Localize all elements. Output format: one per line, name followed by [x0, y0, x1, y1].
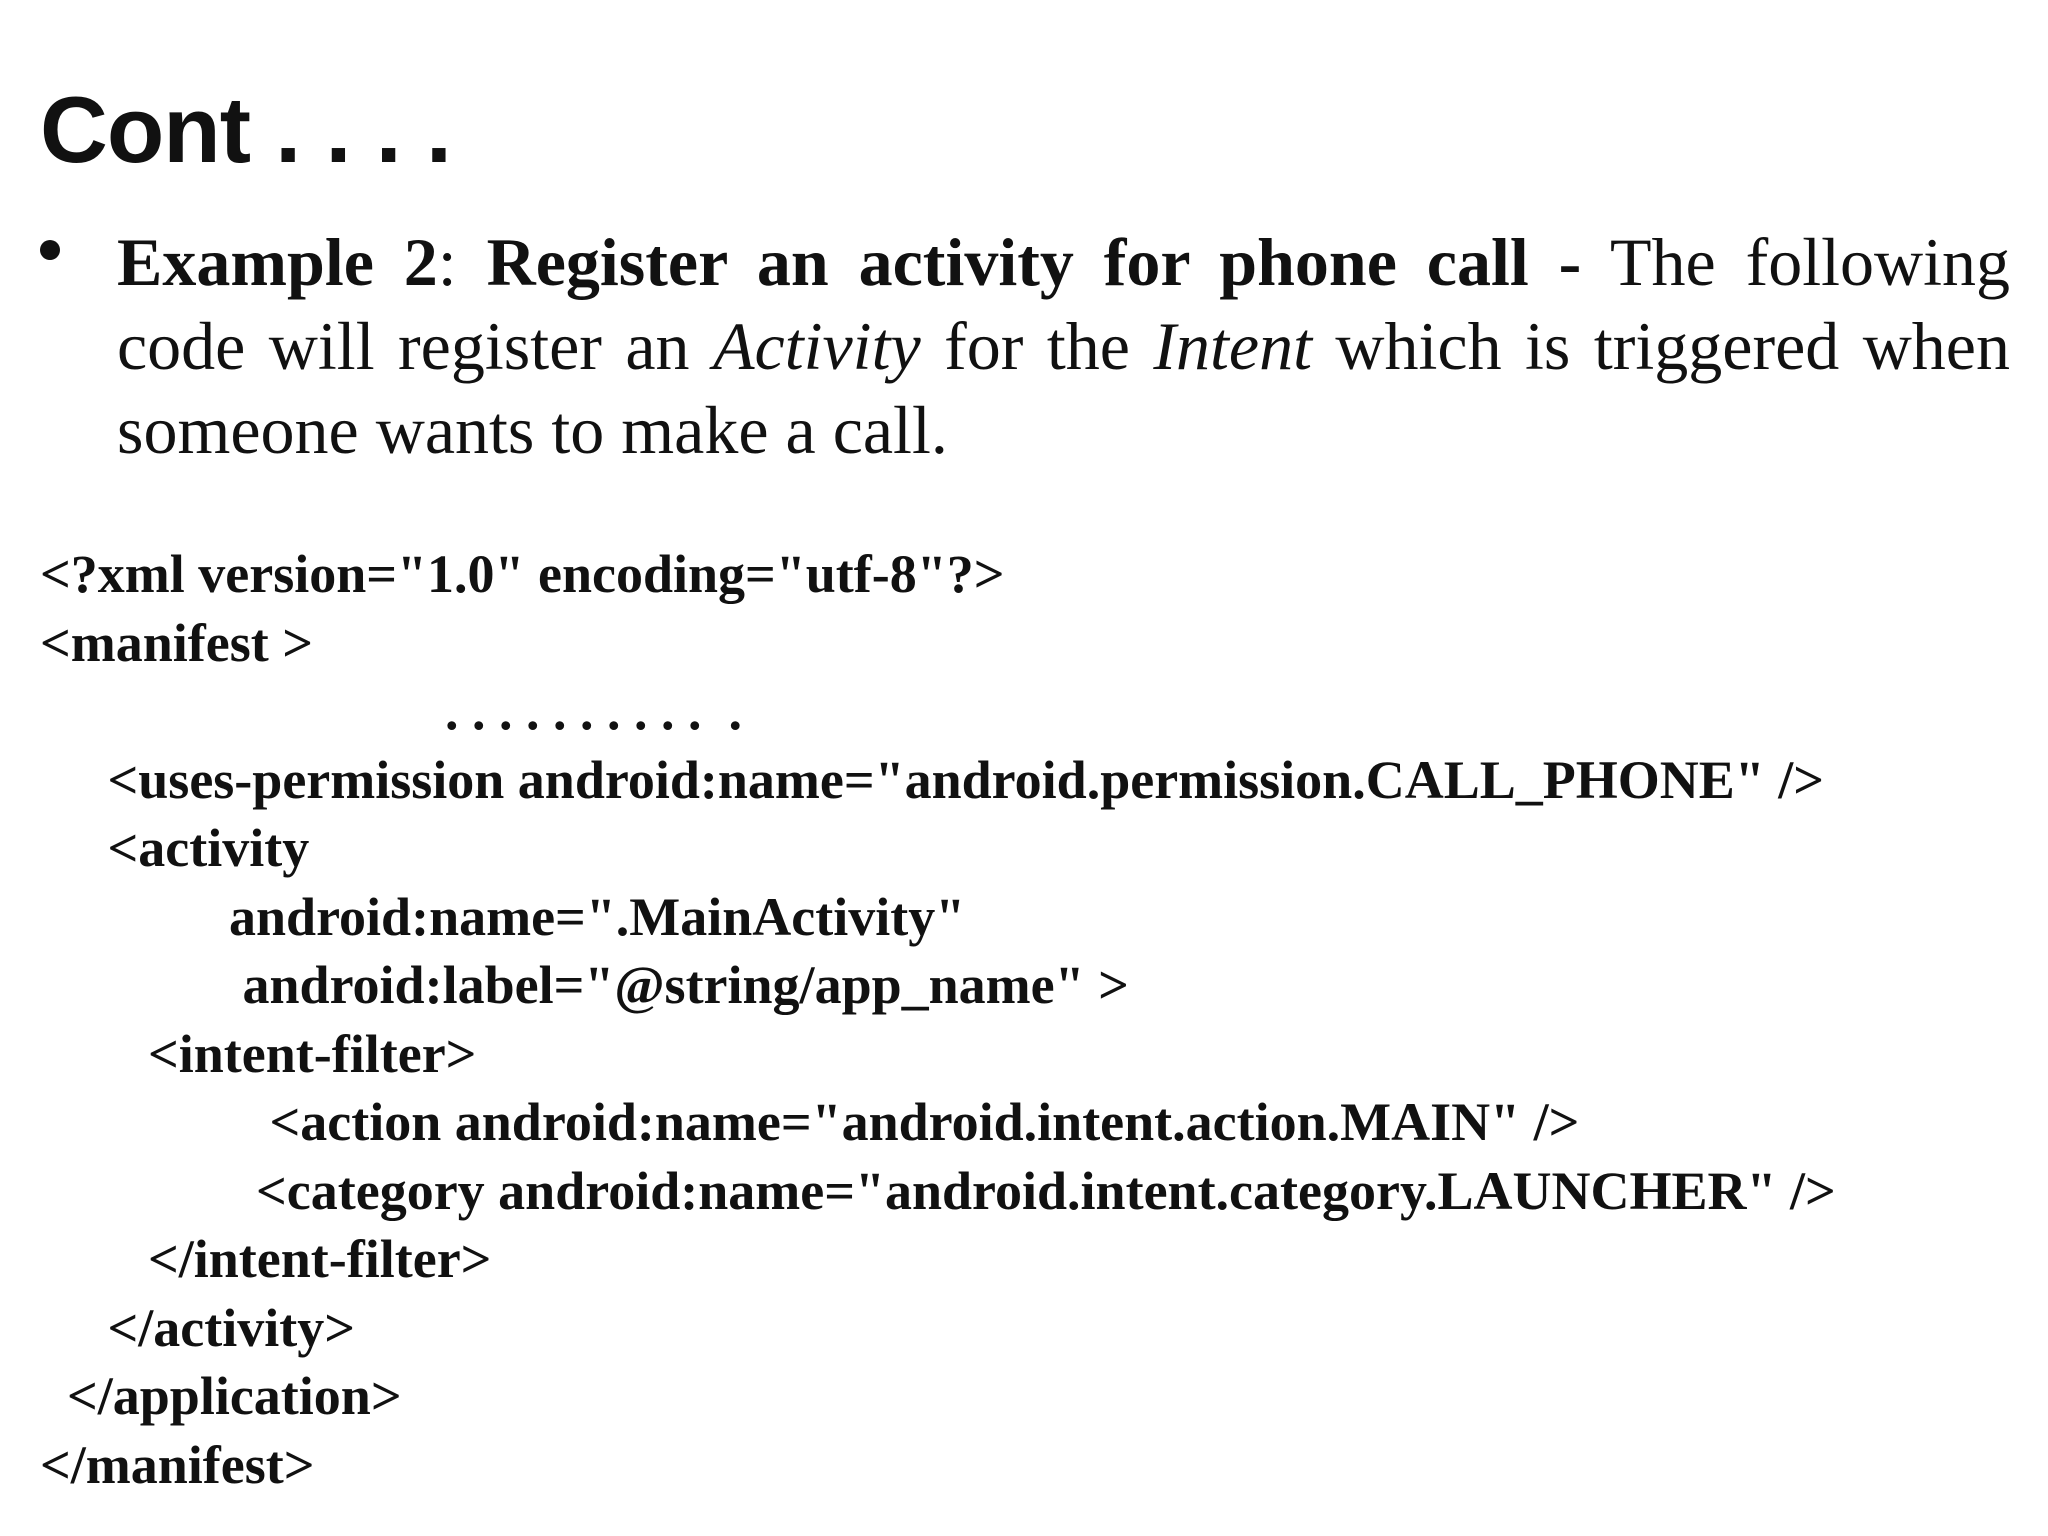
bullet-italic-activity: Activity [713, 308, 921, 384]
code-line: </manifest> [40, 1434, 315, 1495]
bullet-label-heading: Register an activity for phone call - [486, 224, 1582, 300]
code-block [40, 540, 2030, 1499]
code-line: </activity> [40, 1297, 355, 1358]
bullet-dot-icon [40, 240, 60, 260]
code-line: . . . . . . . . . . . [40, 681, 742, 741]
slide-title: Cont . . . . [40, 77, 451, 182]
code-line: </intent-filter> [40, 1229, 492, 1289]
code-line: <action android:name="android.intent.action.MAIN" /> [40, 1092, 1580, 1152]
code-line: <uses-permission android:name="android.permission.CALL_PHONE" /> [40, 749, 1825, 810]
bullet-text-part3: which is triggered when someone wants to make a call. [117, 308, 2010, 468]
code-line: <?xml version="1.0" encoding="utf-8"?> [40, 544, 1005, 604]
bullet-text-part1: The following code will register an [117, 224, 2011, 384]
code-line: <manifest > [40, 612, 314, 673]
code-line: </application> [40, 1366, 402, 1426]
bullet-text-part2: for the [920, 308, 1154, 384]
bullet-text [117, 220, 2010, 472]
bullet-label-colon: : [437, 224, 487, 300]
bullet-italic-intent: Intent [1153, 308, 1312, 384]
code-line: <intent-filter> [40, 1023, 477, 1084]
code-line: android:label="@string/app_name" > [40, 955, 1129, 1015]
code-line: <category android:name="android.intent.category.LAUNCHER" /> [40, 1160, 1836, 1221]
code-line: android:name=".MainActivity" [40, 886, 966, 947]
bullet-label-prefix: Example 2 [117, 224, 438, 300]
code-line: <activity [40, 818, 310, 878]
